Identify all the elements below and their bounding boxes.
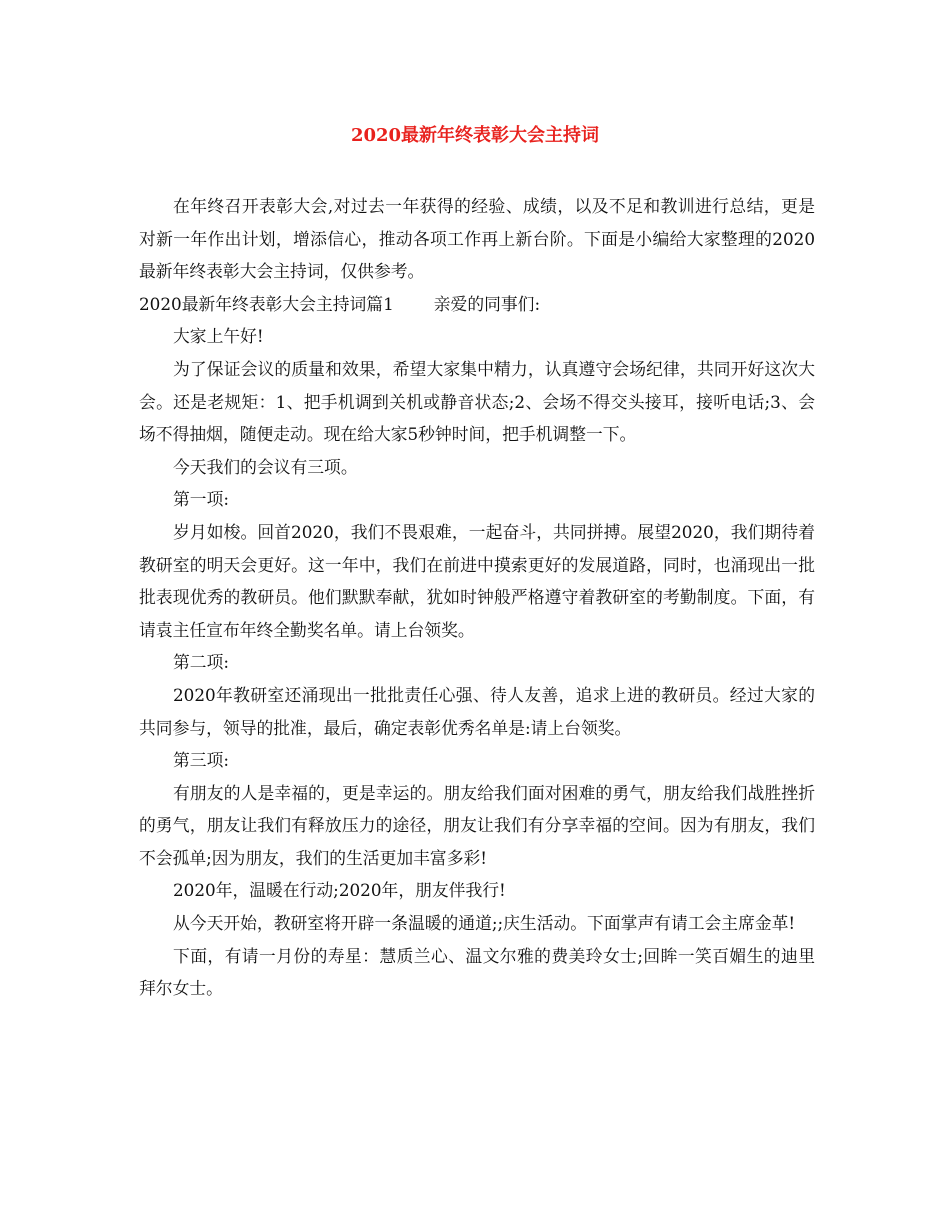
section-heading: 2020最新年终表彰大会主持词篇1 (139, 293, 394, 314)
paragraph-greeting: 大家上午好! (173, 326, 264, 347)
paragraph-item-three-label: 第三项: (173, 750, 229, 771)
greeting-colleagues: 亲爱的同事们: (433, 293, 541, 314)
paragraph-birthday-stars: 下面，有请一月份的寿星：慧质兰心、温文尔雅的费美玲女士;回眸一笑百媚生的迪里拜尔女士。 (139, 945, 815, 999)
paragraph-item-two: 2020年教研室还涌现出一批批责任心强、待人友善，追求上进的教研员。经过大家的共同参与，领导的批准，最后，确定表彰优秀名单是:请上台领奖。 (139, 684, 815, 738)
paragraph-rules: 为了保证会议的质量和效果，希望大家集中精力，认真遵守会场纪律，共同开好这次大会。还是老规矩：1、把手机调到关机或静音状态;2、会场不得交头接耳，接听电话;3、会场不得抽烟，随便走动。现在给大家5秒钟时间，把手机调整一下。 (139, 358, 815, 445)
paragraph-agenda: 今天我们的会议有三项。 (173, 456, 358, 477)
paragraph-intro: 在年终召开表彰大会,对过去一年获得的经验、成绩，以及不足和教训进行总结，更是对新一年作出计划，增添信心，推动各项工作再上新台阶。下面是小编给大家整理的2020最新年终表彰大会主持词，仅供参考。 (139, 196, 815, 282)
paragraph-item-one: 岁月如梭。回首2020，我们不畏艰难，一起奋斗，共同拼搏。展望2020，我们期待着教研室的明天会更好。这一年中，我们在前进中摸索更好的发展道路，同时，也涌现出一批批表现优秀的教研员。他们默默奉献，犹如时钟般严格遵守着教研室的考勤制度。下面，有请袁主任宣布年终全勤奖名单。请上台领奖。 (139, 521, 815, 640)
document-body (139, 190, 815, 1005)
paragraph-item-one-label: 第一项: (173, 489, 229, 510)
paragraph-birthday-intro: 从今天开始，教研室将开辟一条温暖的通道;;庆生活动。下面掌声有请工会主席金革! (173, 913, 796, 934)
paragraph-item-three: 有朋友的人是幸福的，更是幸运的。朋友给我们面对困难的勇气，朋友给我们战胜挫折的勇气，朋友让我们有释放压力的途径，朋友让我们有分享幸福的空间。因为有朋友，我们不会孤单;因为朋友，我们的生活更加丰富多彩! (139, 782, 815, 868)
document-title: 2020最新年终表彰大会主持词 (350, 125, 600, 146)
paragraph-slogan: 2020年，温暖在行动;2020年，朋友伴我行! (173, 880, 506, 901)
paragraph-section-heading (139, 288, 815, 321)
paragraph-item-two-label: 第二项: (173, 652, 229, 673)
